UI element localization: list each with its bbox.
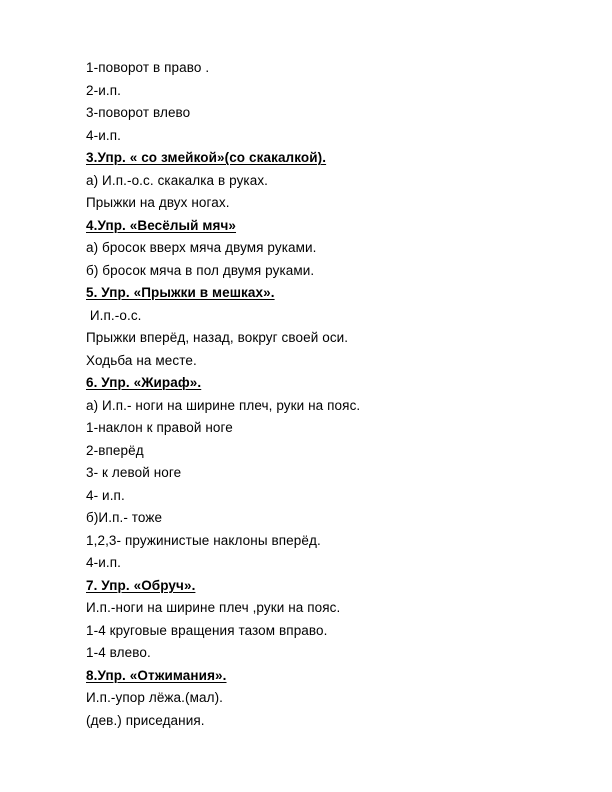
- text-line: Прыжки вперёд, назад, вокруг своей оси.: [86, 330, 349, 345]
- exercise-heading: 8.Упр. «Отжимания».: [86, 667, 227, 683]
- text-line: 1-4 круговые вращения тазом вправо.: [86, 622, 328, 638]
- exercise-heading: 5. Упр. «Прыжки в мешках».: [86, 285, 275, 300]
- text-line: 3- к левой ноге: [86, 465, 182, 480]
- exercise-heading: 7. Упр. «Обруч».: [86, 577, 196, 593]
- text-line: И.п.-упор лёжа.(мал).: [86, 690, 224, 705]
- text-line: б) бросок мяча в пол двумя руками.: [86, 262, 315, 278]
- text-line: 4- и.п.: [86, 487, 125, 503]
- text-line: 4-и.п.: [86, 127, 121, 143]
- text-line: 4-и.п.: [86, 555, 121, 570]
- exercise-heading: 4.Упр. «Весёлый мяч»: [86, 217, 237, 233]
- text-line: Прыжки на двух ногах.: [86, 195, 230, 210]
- document-body: [86, 57, 586, 732]
- text-line: Ходьба на месте.: [86, 352, 197, 368]
- text-line: (дев.) приседания.: [86, 712, 205, 728]
- text-line: 2-вперёд: [86, 442, 144, 458]
- text-line: б)И.п.- тоже: [86, 510, 163, 525]
- text-line: а) И.п.- ноги на ширине плеч, руки на пояс.: [86, 397, 361, 413]
- text-line: 1-наклон к правой ноге: [86, 420, 233, 435]
- exercise-heading: 3.Упр. « со змейкой»(со скакалкой).: [86, 150, 327, 165]
- text-line: 1-поворот в право .: [86, 60, 210, 75]
- text-line: 3-поворот влево: [86, 105, 191, 120]
- exercise-heading: 6. Упр. «Жираф».: [86, 375, 202, 390]
- text-line: 1-4 влево.: [86, 645, 151, 660]
- text-line: И.п.-о.с.: [86, 307, 142, 323]
- text-line: И.п.-ноги на ширине плеч ,руки на пояс.: [86, 600, 341, 615]
- text-line: а) бросок вверх мяча двумя руками.: [86, 240, 317, 255]
- text-line: а) И.п.-о.с. скакалка в руках.: [86, 172, 269, 188]
- text-line: 2-и.п.: [86, 82, 121, 98]
- text-line: 1,2,3- пружинистые наклоны вперёд.: [86, 532, 321, 548]
